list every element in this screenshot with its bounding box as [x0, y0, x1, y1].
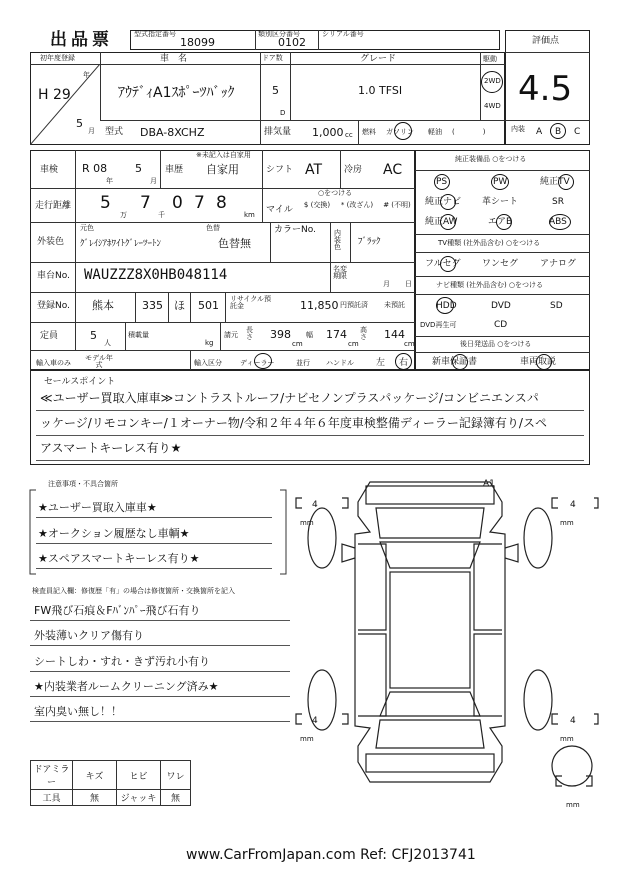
mileage-sub-label: マイル	[266, 205, 293, 215]
vin-value: WAUZZZ8X0HB048114	[84, 267, 228, 283]
navi-hdd: HDD	[436, 301, 457, 311]
tv-oneseg: ワンセグ	[482, 259, 519, 269]
mirror-value-3: ジャッキ	[117, 790, 161, 806]
capacity-unit: 人	[104, 339, 111, 347]
import-dealer-circle	[254, 353, 272, 369]
navi-hdd-circle	[436, 297, 454, 314]
car-name: ｱｳﾃﾞｨA1ｽﾎﾟｰﾂﾊﾞｯｸ	[118, 85, 235, 101]
mirror-value-4: 無	[161, 790, 191, 806]
grade-label: グレード	[360, 54, 397, 64]
color-no-label: 色替	[206, 224, 220, 232]
mileage-digit-3: 0	[172, 193, 183, 213]
diagram-a1: A1	[483, 479, 495, 489]
equip-aw-circle	[440, 214, 456, 230]
import-type-label: 輸入区分	[194, 359, 222, 367]
note-2: ★オークション履歴なし車輌★	[38, 527, 190, 540]
tv-fullseg-circle	[440, 256, 456, 272]
req-label: 請元	[224, 331, 238, 339]
mileage-digit-5: 8	[216, 193, 227, 213]
inspector-note-2: 外装薄いクリア傷有り	[34, 629, 144, 642]
color-label: 外装色	[37, 237, 65, 247]
tread-rl: 4	[312, 716, 318, 726]
length-value: 398	[270, 328, 291, 341]
reg-label: 登録No.	[37, 301, 70, 311]
displacement-label: 排気量	[264, 127, 292, 137]
note-3: ★スペアスマートキーレス有り★	[38, 552, 200, 565]
interior-label: 内装	[511, 125, 525, 133]
height-label: 高さ	[360, 326, 367, 341]
width-unit: cm	[348, 340, 359, 348]
door-type: D	[280, 109, 286, 117]
name-change-day: 日	[405, 280, 412, 288]
docs-manual: 車両取説	[520, 357, 557, 367]
tread-rr-unit: mm	[560, 735, 574, 743]
inspector-note-5: 室内臭い無し！！	[34, 705, 122, 718]
mirror-header-1: ドアミラー	[31, 761, 73, 790]
fuel-label: 燃料	[362, 128, 376, 136]
displacement: 1,000	[312, 126, 344, 139]
interior-b-circle	[550, 123, 566, 139]
handle-label: ハンドル	[326, 359, 354, 367]
equip-abs: ABS	[549, 217, 567, 227]
usage-value: 自家用	[206, 163, 239, 176]
height-value: 144	[384, 328, 405, 341]
navi-sd: SD	[550, 301, 563, 311]
equip-genuine-tv: 純正TV	[540, 177, 570, 187]
equip-navi-circle	[440, 194, 456, 210]
mileage-man: 万	[120, 211, 127, 219]
mileage-unknown: # (不明)	[383, 201, 411, 209]
length-unit: cm	[292, 340, 303, 348]
docs-manual-circle	[536, 354, 552, 370]
recycle-unit: 円預託済	[340, 301, 368, 309]
mileage-label: 走行距離	[35, 201, 72, 211]
equip-abs-circle	[549, 214, 571, 230]
reg-no: 501	[198, 299, 219, 312]
footer-ref: www.CarFromJapan.com Ref: CFJ2013741	[186, 847, 476, 863]
interior-b: B	[555, 127, 562, 137]
mileage-digit-4: 7	[194, 193, 205, 213]
notes-label: 注意事項・不具合箇所	[48, 480, 118, 488]
class-no-label: 類別区分番号	[258, 30, 300, 38]
doors-value: 5	[272, 84, 279, 97]
interior-a: A	[536, 127, 543, 137]
usage-label: 車歴	[165, 165, 184, 175]
equip-pw: PW	[493, 177, 508, 187]
sales-line-3: アスマートキーレス有り★	[40, 441, 182, 455]
inspection-era: R 08	[82, 162, 108, 175]
interior-color: ﾌﾞﾗｯｸ	[358, 237, 381, 247]
inspection-year-unit: 年	[106, 177, 113, 185]
import-parallel: 並行	[296, 359, 310, 367]
fuel-diesel: 軽油	[428, 128, 442, 136]
handle-right-circle	[395, 353, 412, 370]
equip-ps: PS	[436, 177, 448, 187]
shift-value: AT	[305, 162, 323, 178]
tread-fl: 4	[312, 500, 318, 510]
first-reg-divider	[30, 64, 100, 145]
capacity-value: 5	[90, 329, 97, 342]
sheet-title: 出品票	[50, 30, 113, 50]
tread-spare-unit: mm	[566, 801, 580, 809]
navi-label: ナビ種類 (社外品含む) ○をつける	[436, 281, 544, 289]
mileage-unit: km	[244, 211, 255, 219]
model-type-label: 型式	[105, 127, 124, 137]
fuel-gas: ガソリン	[386, 128, 414, 136]
tread-fr: 4	[570, 500, 576, 510]
import-dealer: ディーラー	[240, 359, 275, 367]
mileage-exchange: $ (交換)	[303, 201, 331, 209]
inspector-note-3: シートしわ・すれ・きず汚れ小有り	[34, 655, 210, 668]
mirror-table	[30, 760, 191, 806]
mirror-header-3: ヒビ	[117, 761, 161, 790]
inspection-month-unit: 月	[150, 177, 157, 185]
month-unit: 月	[88, 127, 95, 135]
docs-warranty: 新車保証書	[432, 357, 478, 367]
note-1: ★ユーザー買取入庫車★	[38, 501, 157, 514]
sales-line-1: ≪ユーザー買取入庫車≫コントラストルーフ/ナビセノンプラスパッケージ/コンビニエンスパ	[40, 391, 539, 405]
sales-label: セールスポイント	[44, 377, 116, 387]
doors-label: ドア数	[262, 54, 283, 62]
inspection-month: 5	[135, 162, 142, 175]
sales-line-2: ッケージ/リモコンキー/１オーナー物/令和２年４年６年度車検整備ディーラー記録簿有り/スペ	[40, 416, 547, 430]
equip-tv-circle	[558, 174, 574, 190]
model-type: DBA-8XCHZ	[140, 126, 205, 139]
width-label: 幅	[306, 331, 313, 339]
car-diagram	[290, 476, 600, 806]
name-change-label: 名変期限	[333, 265, 347, 280]
shift-label: シフト	[266, 165, 294, 175]
drive-2wd: 2WD	[484, 77, 501, 85]
mileage-tamper: * (改ざん)	[340, 201, 374, 209]
ac-label: 冷房	[344, 165, 363, 175]
interior-c: C	[574, 127, 581, 137]
equip-sr: SR	[552, 197, 564, 207]
rating-label: 評価点	[532, 36, 560, 46]
navi-cd: CD	[494, 320, 508, 330]
color-orig-label: 元色	[80, 224, 94, 232]
mileage-digit-1: 5	[100, 193, 111, 213]
tread-fl-unit: mm	[300, 519, 314, 527]
color-orig: ｸﾞﾚｲｼｱﾎﾜｲﾄｸﾞﾚｰﾂｰﾄﾝ	[80, 239, 162, 249]
mileage-sen: 千	[158, 211, 165, 219]
mirror-header-2: キズ	[73, 761, 117, 790]
model-no-label: 型式指定番号	[134, 30, 176, 38]
capacity-label: 定員	[40, 331, 59, 341]
inspection-label: 車検	[40, 165, 59, 175]
model-no: 18099	[180, 36, 215, 49]
name-change-month: 月	[383, 280, 390, 288]
handle-right: 右	[399, 358, 409, 368]
reg-area: 熊本	[92, 299, 114, 312]
reg-class: 335	[142, 299, 163, 312]
equip-airbag-circle	[496, 214, 512, 230]
equip-pw-circle	[491, 174, 509, 190]
handle-left: 左	[376, 358, 386, 368]
recycle-unpaid: 未預託	[384, 301, 405, 309]
drive-2wd-circle	[481, 71, 503, 93]
color-code-label: カラーNo.	[274, 225, 316, 235]
mileage-circle-note: ○をつける	[318, 189, 353, 197]
equip-ps-circle	[434, 174, 450, 190]
mirror-value-2: 無	[73, 790, 117, 806]
grade-value: 1.0 TFSI	[358, 84, 403, 97]
load-unit: kg	[205, 339, 214, 347]
usage-note: ※未記入は自家用	[196, 151, 251, 159]
drive-label: 駆動	[483, 55, 497, 63]
interior-color-label: 内装色	[334, 229, 341, 251]
mirror-value-1: 工具	[31, 790, 73, 806]
car-name-label: 車 名	[160, 54, 188, 64]
height-unit: cm	[404, 340, 415, 348]
model-year-label: モデル年式	[85, 354, 113, 369]
mirror-header-4: ワレ	[161, 761, 191, 790]
details-box	[30, 150, 415, 370]
width-value: 174	[326, 328, 347, 341]
tread-rr: 4	[570, 716, 576, 726]
ac-value: AC	[383, 162, 403, 178]
tv-fullseg: フルセグ	[425, 259, 461, 269]
inspector-label: 検査員記入欄：修復歴「有」の場合は修復箇所・交換箇所を記入	[32, 587, 235, 595]
vin-label: 車台No.	[37, 271, 70, 281]
year-unit: 年	[83, 71, 90, 79]
first-reg-era: H 29	[38, 87, 71, 103]
length-label: 長さ	[246, 326, 253, 341]
diesel-brackets: ( )	[452, 128, 486, 136]
equip-leather: 革シート	[482, 197, 519, 207]
equip-genuine-navi: 純正ナビ	[425, 197, 462, 207]
first-reg-month: 5	[76, 117, 83, 130]
equip-airbag: エアB	[488, 217, 513, 227]
navi-dvd-play: DVD再生可	[420, 321, 457, 329]
tv-analog: アナログ	[540, 259, 577, 269]
recycle-amount: 11,850	[300, 299, 339, 312]
displacement-unit: cc	[345, 131, 353, 139]
equip-genuine-aw: 純正AW	[425, 217, 458, 227]
inspector-note-1: FW飛び石痕＆Fﾊﾞﾝﾊﾟｰ飛び石有り	[34, 604, 201, 617]
reg-kana: ほ	[174, 299, 185, 312]
genuine-label: 純正装備品 ○をつける	[455, 155, 527, 163]
tv-label: TV種類 (社外品含む) ○をつける	[438, 239, 541, 247]
recycle-label: リサイクル預託金	[230, 295, 272, 310]
mileage-digit-2: 7	[140, 193, 151, 213]
docs-warranty-circle	[452, 354, 468, 370]
drive-4wd: 4WD	[484, 102, 501, 110]
tread-fr-unit: mm	[560, 519, 574, 527]
first-reg-label: 初年度登録	[40, 54, 75, 62]
import-label: 輸入車のみ	[36, 359, 71, 367]
tread-rl-unit: mm	[300, 735, 314, 743]
load-label: 積載量	[128, 331, 149, 339]
docs-label: 後日発送品 ○をつける	[460, 340, 532, 348]
fuel-gas-circle	[394, 122, 412, 140]
color-change: 色替無	[218, 237, 251, 250]
class-no: 0102	[278, 36, 306, 49]
rating-value: 4.5	[518, 69, 573, 109]
serial-label: シリアル番号	[322, 30, 364, 38]
inspector-note-4: ★内装業者ルームクリーニング済み★	[34, 680, 219, 693]
navi-dvd: DVD	[491, 301, 511, 311]
